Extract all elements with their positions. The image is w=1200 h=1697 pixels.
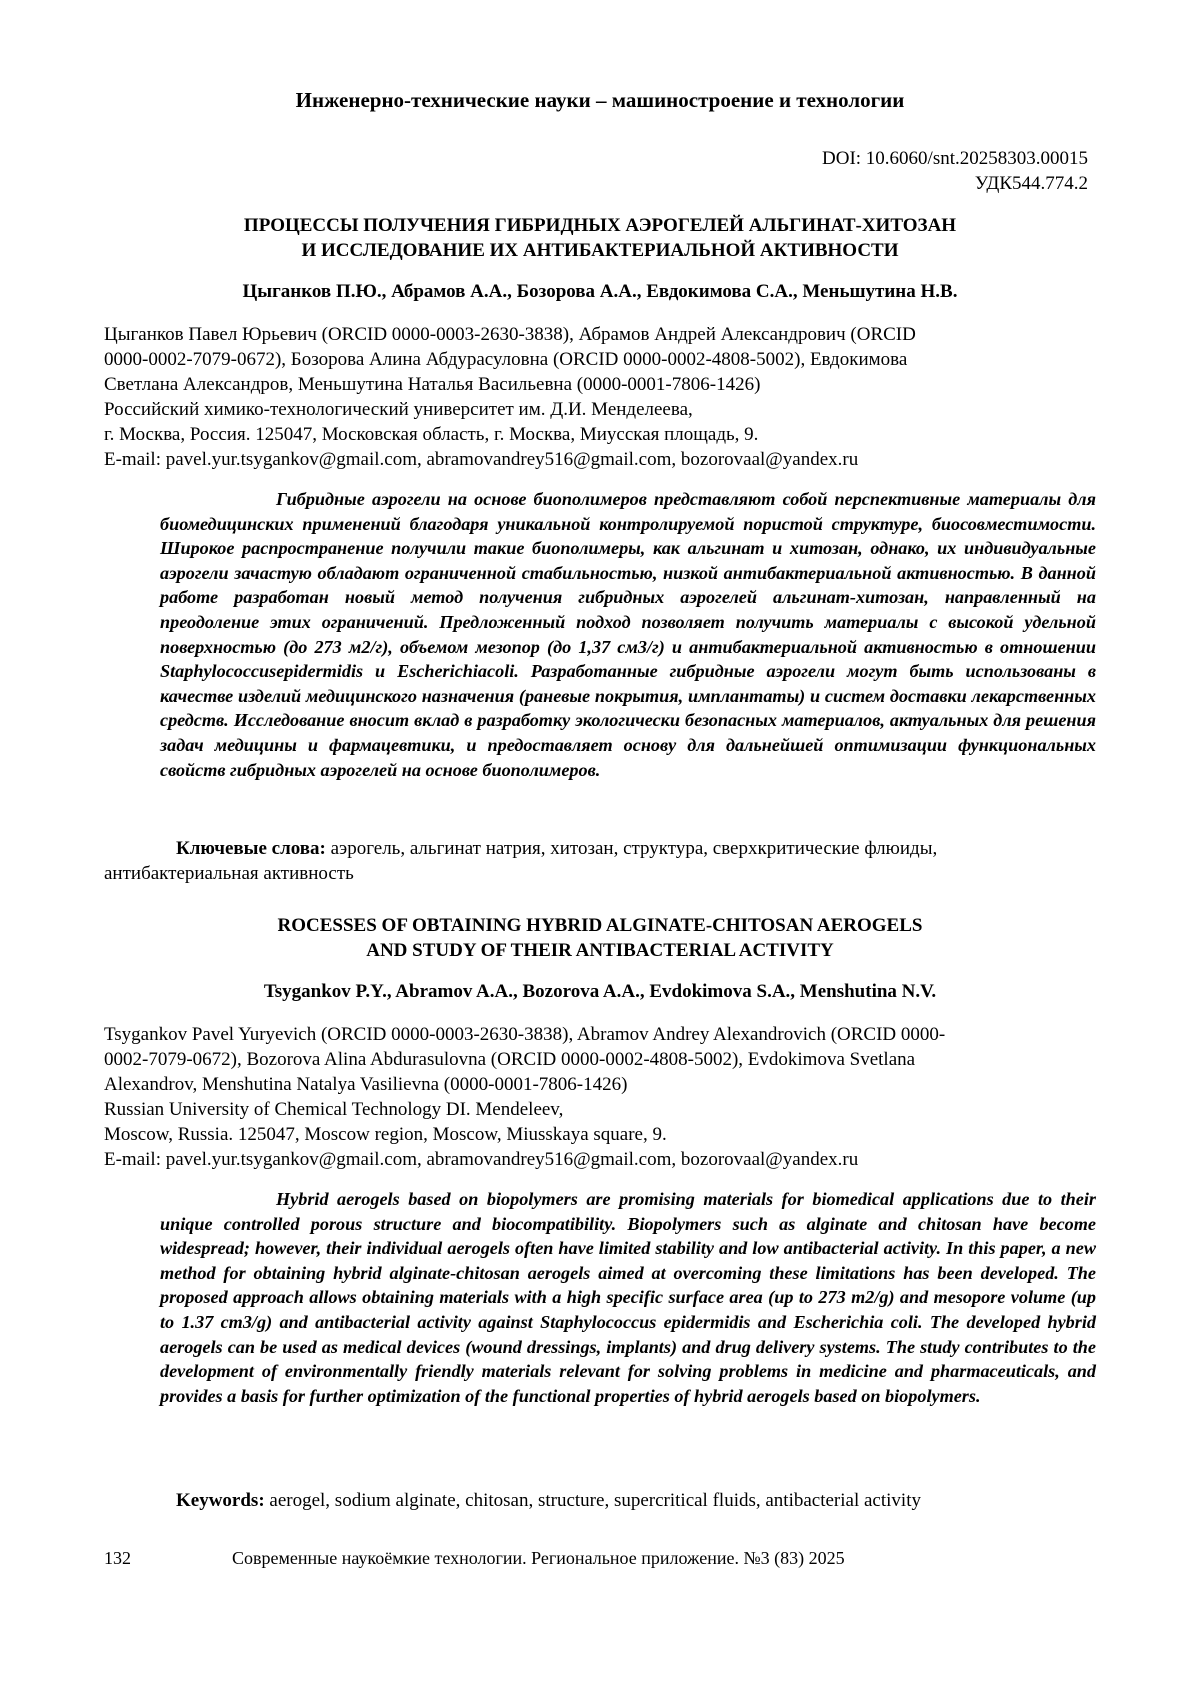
journal-name: Современные наукоёмкие технологии. Региональное приложение. №3 (83) 2025 — [232, 1548, 845, 1568]
identifiers — [822, 146, 1088, 196]
keywords-ru — [104, 836, 1094, 886]
affiliation-ru-line: Цыганков Павел Юрьевич (ORCID 0000-0003-2630-3838), Абрамов Андрей Александрович (ORCID — [104, 324, 916, 345]
abstract-en: Hybrid aerogels based on biopolymers are promising materials for biomedical applications due to their unique controlled porous structure and biocompatibility. Biopolymers such as alginate and chitosan have become widespread; however, their individual aerogels often have limited stability and low antibacterial activity. In this paper, a new method for obtaining hybrid alginate-chitosan aerogels aimed at overcoming these limitations has been developed. The proposed approach allows obtaining materials with a high specific surface area (up to 273 m2/g) and mesopore volume (up to 1.37 cm3/g) and antibacterial activity against Staphylococcus epidermidis and Escherichia coli. The developed hybrid aerogels can be used as medical devices (wound dressings, implants) and drug delivery systems. The study contributes to the development of environmentally friendly materials relevant for solving problems in medicine and pharmaceuticals, and provides a basis for further optimization of the functional properties of hybrid aerogels based on biopolymers. — [160, 1189, 1096, 1406]
affiliation-en — [104, 1022, 1104, 1172]
affiliation-ru-line: 0000-0002-7079-0672), Бозорова Алина Абдурасуловна (ORCID 0000-0002-4808-5002), Евдокимова — [104, 349, 908, 370]
affiliation-en-line: Moscow, Russia. 125047, Moscow region, Moscow, Miusskaya square, 9. — [104, 1124, 667, 1145]
keywords-en-label: Keywords: — [176, 1490, 265, 1511]
affiliation-en-line: Alexandrov, Menshutina Natalya Vasilievna (0000-0001-7806-1426) — [104, 1074, 628, 1095]
doi: DOI: 10.6060/snt.20258303.00015 — [822, 148, 1088, 169]
keywords-en — [104, 1488, 1094, 1513]
udk: УДК544.774.2 — [974, 173, 1088, 194]
affiliation-en-line: 0002-7079-0672), Bozorova Alina Abdurasulovna (ORCID 0000-0002-4808-5002), Evdokimova Svetlana — [104, 1049, 916, 1070]
section-header: Инженерно-технические науки – машиностроение и технологии — [295, 88, 905, 112]
authors-en: Tsygankov P.Y., Abramov A.A., Bozorova A.A., Evdokimova S.A., Menshutina N.V. — [263, 981, 937, 1002]
title-ru-line-2: И ИССЛЕДОВАНИЕ ИХ АНТИБАКТЕРИАЛЬНОЙ АКТИВНОСТИ — [301, 240, 899, 261]
page-number: 132 — [104, 1548, 131, 1568]
affiliation-en-line: Tsygankov Pavel Yuryevich (ORCID 0000-0003-2630-3838), Abramov Andrey Alexandrovich (ORCID 0000- — [104, 1024, 946, 1045]
abstract-ru: Гибридные аэрогели на основе биополимеров представляют собой перспективные материалы для биомедицинских применений благодаря уникальной контролируемой пористой структуре, биосовместимости. Широкое распространение получили такие биополимеры, как альгинат и хитозан, однако, их индивидуальные аэрогели зачастую обладают ограниченной стабильностью, низкой антибактериальной активностью. В данной работе разработан новый метод получения гибридных аэрогелей альгинат-хитозан, направленный на преодоление этих ограничений. Предложенный подход позволяет получить материалы с высокой удельной поверхностью (до 273 м2/г), объемом мезопор (до 1,37 см3/г) и антибактериальной активностью в отношении Staphylococcusepidermidis и Escherichiacoli. Разработанные гибридные аэрогели могут быть использованы в качестве изделий медицинского назначения (раневые покрытия, имплантаты) и систем доставки лекарственных средств. Исследование вносит вклад в разработку экологически безопасных материалов, актуальных для решения задач медицины и фармацевтики, и предоставляет основу для дальнейшей оптимизации функциональных свойств гибридных аэрогелей на основе биополимеров. — [160, 489, 1096, 780]
affiliation-en-line: E-mail: pavel.yur.tsygankov@gmail.com, abramovandrey516@gmail.com, bozorovaal@yandex.ru — [104, 1149, 859, 1170]
title-en — [0, 913, 1200, 963]
authors-ru: Цыганков П.Ю., Абрамов А.А., Бозорова А.А., Евдокимова С.А., Меньшутина Н.В. — [242, 281, 958, 302]
affiliation-ru-line: E-mail: pavel.yur.tsygankov@gmail.com, abramovandrey516@gmail.com, bozorovaal@yandex.ru — [104, 449, 859, 470]
keywords-ru-label: Ключевые слова: — [176, 838, 326, 859]
affiliation-en-line: Russian University of Chemical Technology DI. Mendeleev, — [104, 1099, 564, 1120]
keywords-en-text: aerogel, sodium alginate, chitosan, structure, supercritical fluids, antibacterial activity — [264, 1490, 921, 1511]
title-ru — [0, 213, 1200, 263]
affiliation-ru-line: г. Москва, Россия. 125047, Московская область, г. Москва, Миусская площадь, 9. — [104, 424, 759, 445]
title-ru-line-1: ПРОЦЕССЫ ПОЛУЧЕНИЯ ГИБРИДНЫХ АЭРОГЕЛЕЙ АЛЬГИНАТ-ХИТОЗАН — [243, 215, 957, 236]
title-en-line-2: AND STUDY OF THEIR ANTIBACTERIAL ACTIVITY — [366, 940, 834, 961]
affiliation-ru-line: Российский химико-технологический университет им. Д.И. Менделеева, — [104, 399, 693, 420]
title-en-line-1: ROCESSES OF OBTAINING HYBRID ALGINATE-CHITOSAN AEROGELS — [277, 915, 923, 936]
affiliation-ru — [104, 322, 1104, 472]
keywords-ru-text: аэрогель, альгинат натрия, хитозан, структура, сверхкритические флюиды, антибактериальная активность — [104, 838, 938, 884]
affiliation-ru-line: Светлана Александров, Меньшутина Наталья Васильевна (0000-0001-7806-1426) — [104, 374, 761, 395]
